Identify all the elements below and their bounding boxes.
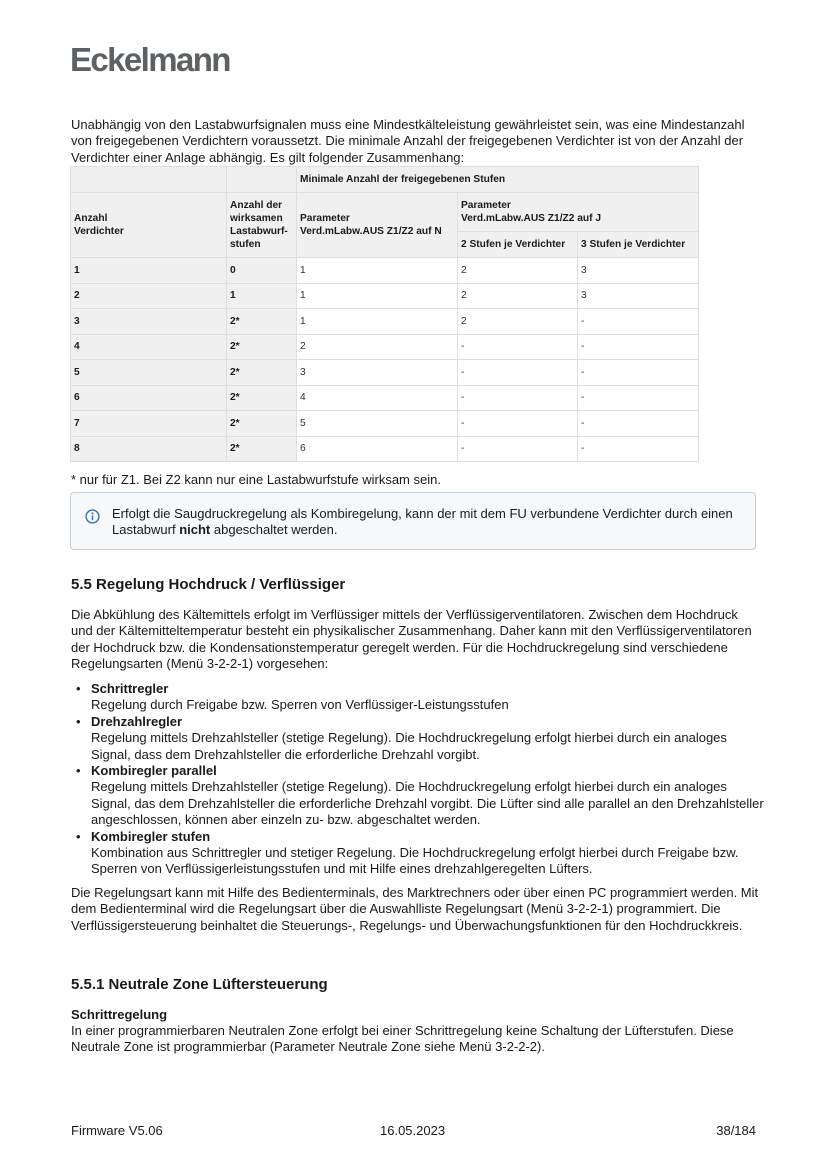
table-footnote: * nur für Z1. Bei Z2 kann nur eine Lastabwurfstufe wirksam sein. bbox=[71, 472, 441, 487]
list-item: • Kombiregler stufen Kombination aus Schrittregler und stetiger Regelung. Die Hochdruckregelung erfolgt hierbei durch Freigabe bzw. Sperren von Verflüssigerleistungsstufen und mit Hilfe eines drehzahlgeregelten Lüfters. bbox=[76, 828, 739, 877]
cell-j3: - bbox=[578, 385, 699, 411]
list-item: • Kombiregler parallel Regelung mittels Drehzahlsteller (stetige Regelung). Die Hochdruckregelung erfolgt hierbei durch ein analoges Signal, das dem Drehzahlsteller die erforderliche Drehzahl vorgibt. Die Lüfter sind alle parallel an den Drehzahlsteller angeschlossen, können aber einzeln zu- bzw. abgeschaltet werden. bbox=[76, 763, 764, 828]
bullet: • bbox=[76, 763, 81, 779]
info-note bbox=[70, 492, 756, 550]
table-row bbox=[71, 258, 699, 284]
cell-verdichter: 6 bbox=[71, 385, 227, 411]
footer-firmware: Firmware V5.06 bbox=[71, 1123, 163, 1138]
section-heading-5-5: 5.5 Regelung Hochdruck / Verflüssiger bbox=[71, 576, 346, 593]
cell-verdichter: 5 bbox=[71, 360, 227, 386]
table-row bbox=[71, 385, 699, 411]
cell-verdichter: 1 bbox=[71, 258, 227, 284]
intro-paragraph: Unabhängig von den Lastabwurfsignalen muss eine Mindestkälteleistung gewährleistet sein, was eine Mindestanzahl von freigegebenen Verdichtern voraussetzt. Die minimale Anzahl der freigegebenen Verdichter ist von der Anzahl der Verdichter einer Anlage abhängig. Es gilt folgender Zusammenhang: bbox=[71, 117, 745, 165]
cell-lastabwurf: 2* bbox=[227, 309, 297, 335]
header-lastabwurfstufen: Anzahl der wirksamen Lastabwurf- stufen bbox=[227, 193, 297, 258]
cell-j3: - bbox=[578, 334, 699, 360]
section-5-5-closing: Die Regelungsart kann mit Hilfe des Bedienterminals, des Marktrechners oder über einen PC programmiert werden. Mit dem Bedienterminal wird die Regelungsart über die Auswahlliste Regelungsart (Menü 3-2-2-1) programmiert. Die Verflüssigersteuerung beinhaltet die Steuerungs-, Regelungs- und Überwachungsfunktionen für den Hochdruckkreis. bbox=[71, 885, 759, 933]
bullet: • bbox=[76, 681, 81, 696]
table-header-row bbox=[71, 193, 699, 232]
table-header-row bbox=[71, 167, 699, 193]
cell-j2: - bbox=[458, 436, 578, 462]
section-5-5-1-paragraph: In einer programmierbaren Neutralen Zone erfolgt bei einer Schrittregelung keine Schaltung der Lüfterstufen. Diese Neutrale Zone ist programmierbar (Parameter Neutrale Zone siehe Menü 3-2-2-2). bbox=[71, 1023, 734, 1055]
cell-verdichter: 2 bbox=[71, 283, 227, 309]
cell-lastabwurf: 2* bbox=[227, 436, 297, 462]
cell-j2: - bbox=[458, 411, 578, 437]
table-row bbox=[71, 411, 699, 437]
cell-j3: - bbox=[578, 309, 699, 335]
section-heading-5-5-1: 5.5.1 Neutrale Zone Lüftersteuerung bbox=[71, 976, 328, 993]
cell-lastabwurf: 2* bbox=[227, 360, 297, 386]
cell-j2: - bbox=[458, 385, 578, 411]
header-param-n: Parameter Verd.mLabw.AUS Z1/Z2 auf N bbox=[297, 193, 458, 258]
cell-verdichter: 4 bbox=[71, 334, 227, 360]
cell-j3: 3 bbox=[578, 258, 699, 284]
cell-verdichter: 8 bbox=[71, 436, 227, 462]
eckelmann-logo: Eckelmann bbox=[70, 41, 230, 78]
cell-param-n: 3 bbox=[297, 360, 458, 386]
cell-lastabwurf: 2* bbox=[227, 411, 297, 437]
table-row bbox=[71, 436, 699, 462]
cell-j3: - bbox=[578, 436, 699, 462]
cell-param-n: 1 bbox=[297, 309, 458, 335]
footer-date: 16.05.2023 bbox=[380, 1123, 446, 1138]
group-header: Minimale Anzahl der freigegebenen Stufen bbox=[297, 167, 699, 193]
cell-lastabwurf: 2* bbox=[227, 385, 297, 411]
cell-lastabwurf: 2* bbox=[227, 334, 297, 360]
cell-j3: 3 bbox=[578, 283, 699, 309]
emphasis: nicht bbox=[179, 522, 211, 538]
header-3-stufen: 3 Stufen je Verdichter bbox=[578, 232, 699, 258]
section-5-5-intro: Die Abkühlung des Kältemittels erfolgt im Verflüssiger mittels der Verflüssigerventilatoren. Zwischen dem Hochdruck und der Kältemitteltemperatur besteht ein physikalischer Zusammenhang. Daher kann mit den Verflüssigerventilatoren der Hochdruck bzw. die Kondensationstemperatur geregelt werden. Für die Hochdruckregelung sind verschiedene Regelungsarten (Menü 3-2-2-1) vorgesehen: bbox=[71, 607, 752, 672]
min-stages-table bbox=[70, 166, 699, 462]
cell-j2: 2 bbox=[458, 258, 578, 284]
table-row bbox=[71, 334, 699, 360]
subheading-schrittregelung: Schrittregelung bbox=[71, 1007, 168, 1022]
cell-param-n: 2 bbox=[297, 334, 458, 360]
cell-j3: - bbox=[578, 360, 699, 386]
cell-param-n: 6 bbox=[297, 436, 458, 462]
header-2-stufen: 2 Stufen je Verdichter bbox=[458, 232, 578, 258]
table-row bbox=[71, 283, 699, 309]
cell-param-n: 1 bbox=[297, 283, 458, 309]
cell-j2: - bbox=[458, 360, 578, 386]
info-note-text: Erfolgt die Saugdruckregelung als Kombiregelung, kann der mit dem FU verbundene Verdichter durch einen Lastabwurf nicht abgeschaltet werden. bbox=[112, 506, 733, 538]
table-row bbox=[71, 360, 699, 386]
bullet: • bbox=[76, 713, 81, 729]
table-row bbox=[71, 309, 699, 335]
control-types-list bbox=[76, 681, 766, 878]
cell-lastabwurf: 1 bbox=[227, 283, 297, 309]
list-item: • Drehzahlregler Regelung mittels Drehzahlsteller (stetige Regelung). Die Hochdruckregelung erfolgt hierbei durch ein analoges Signal, dass dem Drehzahlsteller die erforderliche Drehzahl vorgibt. bbox=[76, 713, 727, 762]
header-anzahl-verdichter: Anzahl Verdichter bbox=[71, 193, 227, 258]
info-icon bbox=[85, 509, 100, 524]
cell-verdichter: 3 bbox=[71, 309, 227, 335]
cell-param-n: 4 bbox=[297, 385, 458, 411]
header-empty-2 bbox=[227, 167, 297, 193]
cell-j2: 2 bbox=[458, 309, 578, 335]
header-empty-1 bbox=[71, 167, 227, 193]
cell-j3: - bbox=[578, 411, 699, 437]
header-param-j: Parameter Verd.mLabw.AUS Z1/Z2 auf J bbox=[458, 193, 699, 232]
cell-j2: 2 bbox=[458, 283, 578, 309]
cell-param-n: 1 bbox=[297, 258, 458, 284]
list-item: • Schrittregler Regelung durch Freigabe bzw. Sperren von Verflüssiger-Leistungsstufen bbox=[76, 681, 509, 713]
cell-verdichter: 7 bbox=[71, 411, 227, 437]
cell-lastabwurf: 0 bbox=[227, 258, 297, 284]
cell-param-n: 5 bbox=[297, 411, 458, 437]
cell-j2: - bbox=[458, 334, 578, 360]
footer-page-number: 38/184 bbox=[716, 1123, 756, 1138]
bullet: • bbox=[76, 828, 81, 844]
